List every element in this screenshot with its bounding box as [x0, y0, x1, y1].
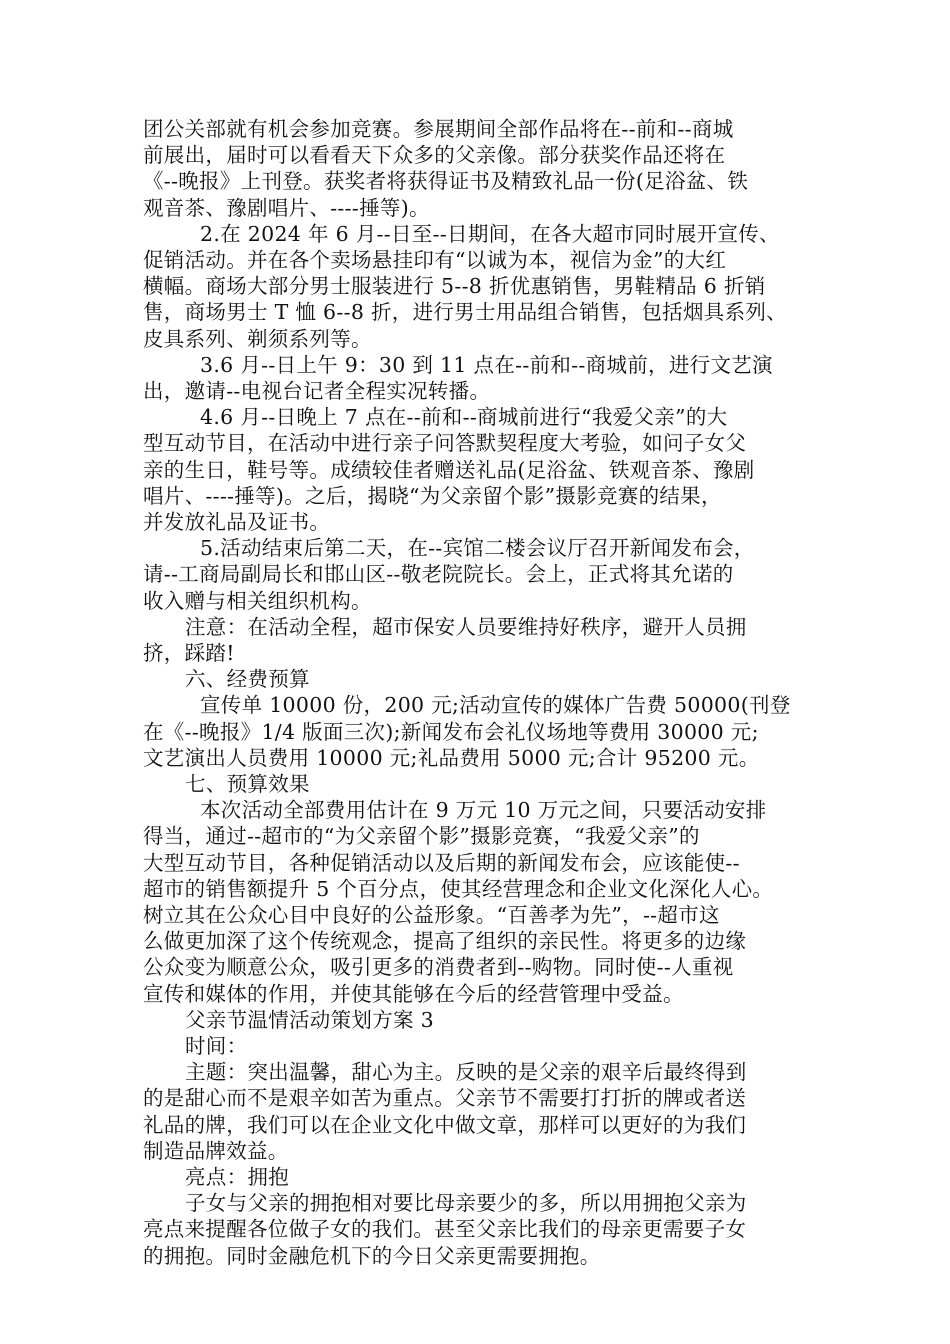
text-line: 前展出，届时可以看看天下众多的父亲像。部分获奖作品还将在: [143, 143, 726, 168]
text-line: 超市的销售额提升 5 个百分点，使其经营理念和企业文化深化人心。: [143, 876, 774, 901]
text-line: 观音茶、豫剧唱片、----捶等)。: [143, 195, 430, 220]
text-line: 亲的生日，鞋号等。成绩较佳者赠送礼品(足浴盆、铁观音茶、豫剧: [143, 457, 755, 482]
text-line: 得当，通过--超市的“为父亲留个影”摄影竞赛，“我爱父亲”的: [143, 824, 700, 849]
text-line: 出，邀请--电视台记者全程实况转播。: [143, 379, 491, 403]
text-line: 5.活动结束后第二天，在--宾馆二楼会议厅召开新闻发布会，: [200, 536, 755, 561]
text-line: 促销活动。并在各个卖场悬挂印有“以诚为本，视信为金”的大红: [143, 248, 727, 272]
text-line: 宣传和媒体的作用，并使其能够在今后的经营管理中受益。: [143, 981, 684, 1006]
text-line: 型互动节目，在活动中进行亲子问答默契程度大考验，如问子女父: [143, 431, 747, 456]
text-line: 的拥抱。同时金融危机下的今日父亲更需要拥抱。: [143, 1243, 601, 1268]
text-line: 在《--晚报》1/4 版面三次);新闻发布会礼仪场地等费用 30000 元;: [143, 719, 759, 744]
text-line: 七、预算效果: [185, 772, 310, 796]
text-line: 礼品的牌，我们可以在企业文化中做文章，那样可以更好的为我们: [143, 1112, 747, 1137]
text-line: 横幅。商场大部分男士服装进行 5--8 折优惠销售，男鞋精品 6 折销: [143, 274, 766, 299]
text-line: 皮具系列、剃须系列等。: [143, 326, 372, 351]
text-line: 的是甜心而不是艰辛如苦为重点。父亲节不需要打打折的牌或者送: [143, 1086, 747, 1111]
text-line: 本次活动全部费用估计在 9 万元 10 万元之间，只要活动安排: [200, 798, 767, 823]
text-line: 4.6 月--日晚上 7 点在--前和--商城前进行“我爱父亲”的大: [200, 405, 728, 430]
text-line: 收入赠与相关组织机构。: [143, 588, 372, 613]
text-line: 大型互动节目，各种促销活动以及后期的新闻发布会，应该能使--: [143, 850, 740, 875]
text-line: 主题：突出温馨，甜心为主。反映的是父亲的艰辛后最终得到: [185, 1060, 747, 1085]
text-line: 请--工商局副局长和邯山区--敬老院院长。会上，正式将其允诺的: [143, 562, 734, 587]
text-line: 么做更加深了这个传统观念，提高了组织的亲民性。将更多的边缘: [143, 929, 747, 954]
text-line: 文艺演出人员费用 10000 元;礼品费用 5000 元;合计 95200 元。: [143, 745, 760, 770]
text-line: 公众变为顺意公众，吸引更多的消费者到--购物。同时使--人重视: [143, 955, 734, 980]
text-line: 售，商场男士 T 恤 6--8 折，进行男士用品组合销售，包括烟具系列、: [143, 300, 787, 325]
text-line: 制造品牌效益。: [143, 1138, 289, 1163]
text-line: 《--晚报》上刊登。获奖者将获得证书及精致礼品一份(足浴盆、铁: [143, 169, 749, 194]
text-line: 并发放礼品及证书。: [143, 510, 331, 534]
text-line: 树立其在公众心目中良好的公益形象。“百善孝为先”，--超市这: [143, 903, 720, 927]
text-line: 亮点：拥抱: [185, 1165, 289, 1189]
text-line: 唱片、----捶等)。之后，揭晓“为父亲留个影”摄影竞赛的结果，: [143, 483, 722, 508]
text-line: 亮点来提醒各位做子女的我们。甚至父亲比我们的母亲更需要子女: [143, 1217, 747, 1242]
text-line: 时间：: [185, 1034, 248, 1058]
text-line: 挤，踩踏!: [143, 641, 235, 665]
text-line: 团公关部就有机会参加竞赛。参展期间全部作品将在--前和--商城: [143, 117, 734, 141]
text-line: 子女与父亲的拥抱相对要比母亲要少的多，所以用拥抱父亲为: [185, 1191, 747, 1216]
text-line: 宣传单 10000 份，200 元;活动宣传的媒体广告费 50000(刊登: [200, 693, 791, 718]
text-line: 六、经费预算: [185, 667, 310, 692]
text-line: 2.在 2024 年 6 月--日至--日期间，在各大超市同时展开宣传、: [200, 221, 780, 246]
text-line: 注意：在活动全程，超市保安人员要维持好秩序，避开人员拥: [185, 614, 747, 639]
text-line: 父亲节温情活动策划方案 3: [185, 1007, 434, 1032]
text-line: 3.6 月--日上午 9：30 到 11 点在--前和--商城前，进行文艺演: [200, 352, 773, 377]
